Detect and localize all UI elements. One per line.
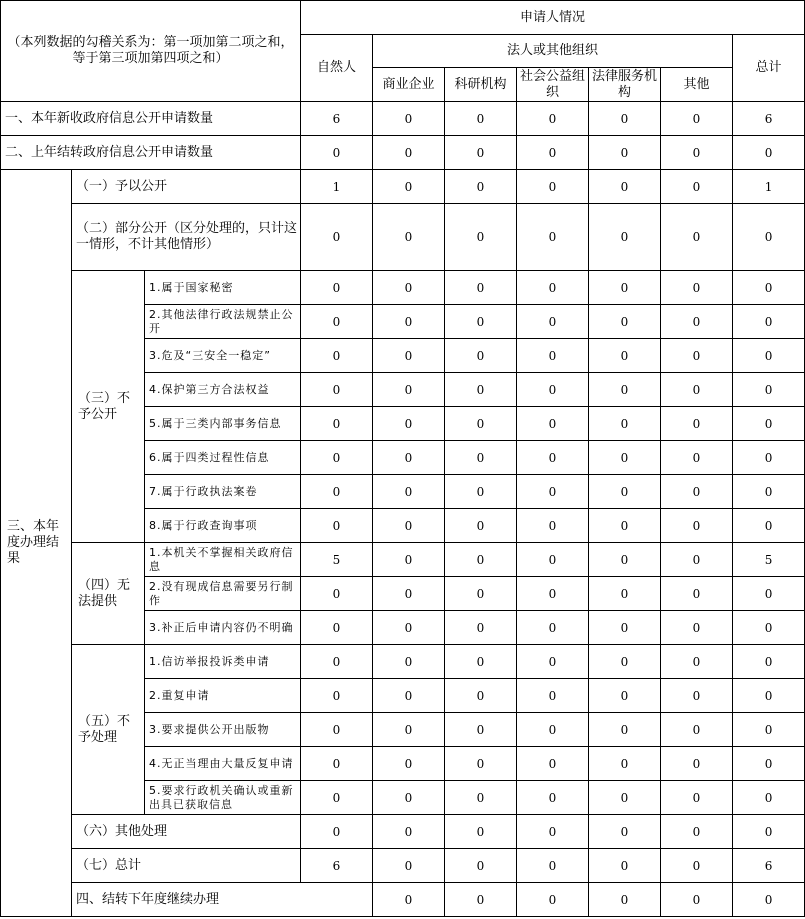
cell-value: 0 bbox=[373, 509, 445, 543]
cell-value: 6 bbox=[733, 849, 805, 883]
cell-value: 0 bbox=[517, 815, 589, 849]
row-label: （一）予以公开 bbox=[72, 170, 301, 204]
cell-value: 0 bbox=[517, 170, 589, 204]
row-label: 1.本机关不掌握相关政府信息 bbox=[145, 543, 301, 577]
cell-value: 0 bbox=[301, 475, 373, 509]
cell-value: 0 bbox=[733, 577, 805, 611]
cell-value: 0 bbox=[733, 645, 805, 679]
row-label: 2.其他法律行政法规禁止公开 bbox=[145, 305, 301, 339]
cell-value: 0 bbox=[373, 373, 445, 407]
cell-value: 0 bbox=[733, 713, 805, 747]
cell-value: 0 bbox=[517, 271, 589, 305]
cell-value: 0 bbox=[661, 713, 733, 747]
row-label: 3.要求提供公开出版物 bbox=[145, 713, 301, 747]
cell-value: 0 bbox=[301, 339, 373, 373]
section3-label: 三、本年度办理结果 bbox=[1, 170, 72, 917]
cell-value: 6 bbox=[733, 102, 805, 136]
table-row bbox=[1, 849, 805, 883]
cell-value: 0 bbox=[517, 611, 589, 645]
cell-value: 0 bbox=[589, 407, 661, 441]
cell-value: 0 bbox=[733, 781, 805, 815]
cell-value: 0 bbox=[445, 747, 517, 781]
cell-value: 0 bbox=[445, 373, 517, 407]
cell-value: 0 bbox=[589, 475, 661, 509]
cell-value: 0 bbox=[373, 441, 445, 475]
cell-value: 0 bbox=[445, 441, 517, 475]
cell-value: 0 bbox=[445, 679, 517, 713]
cell-value: 5 bbox=[733, 543, 805, 577]
row-label: 1.属于国家秘密 bbox=[145, 271, 301, 305]
cell-value: 0 bbox=[661, 373, 733, 407]
cell-value: 0 bbox=[301, 815, 373, 849]
row-label: 5.属于三类内部事务信息 bbox=[145, 407, 301, 441]
cell-value: 0 bbox=[589, 170, 661, 204]
cell-value: 0 bbox=[445, 543, 517, 577]
cell-value: 0 bbox=[589, 883, 661, 917]
row-label: 6.属于四类过程性信息 bbox=[145, 441, 301, 475]
cell-value: 0 bbox=[373, 611, 445, 645]
cell-value: 0 bbox=[445, 102, 517, 136]
cell-value: 0 bbox=[517, 305, 589, 339]
cell-value: 0 bbox=[517, 102, 589, 136]
cell-value: 0 bbox=[661, 136, 733, 170]
cell-value: 0 bbox=[301, 136, 373, 170]
table-row bbox=[1, 271, 805, 305]
cell-value: 0 bbox=[373, 475, 445, 509]
row-label: 4.无正当理由大量反复申请 bbox=[145, 747, 301, 781]
cell-value: 0 bbox=[301, 441, 373, 475]
cell-value: 0 bbox=[733, 475, 805, 509]
cell-value: 0 bbox=[661, 883, 733, 917]
cell-value: 0 bbox=[373, 407, 445, 441]
cell-value: 0 bbox=[445, 475, 517, 509]
row-label: 1.信访举报投诉类申请 bbox=[145, 645, 301, 679]
cell-value: 1 bbox=[733, 170, 805, 204]
cell-value: 0 bbox=[589, 102, 661, 136]
cell-value: 0 bbox=[517, 373, 589, 407]
cell-value: 0 bbox=[589, 577, 661, 611]
cell-value: 0 bbox=[661, 781, 733, 815]
group-label-not-disclosed: （三）不予公开 bbox=[72, 271, 145, 543]
cell-value: 0 bbox=[373, 136, 445, 170]
cell-value: 0 bbox=[661, 170, 733, 204]
cell-value: 0 bbox=[733, 373, 805, 407]
cell-value: 0 bbox=[661, 543, 733, 577]
cell-value: 0 bbox=[301, 713, 373, 747]
header-research-institution: 科研机构 bbox=[445, 68, 517, 102]
cell-value: 0 bbox=[661, 577, 733, 611]
cell-value: 0 bbox=[517, 713, 589, 747]
cell-value: 0 bbox=[589, 204, 661, 271]
cell-value: 0 bbox=[373, 305, 445, 339]
cell-value: 0 bbox=[661, 305, 733, 339]
row-label: 4.保护第三方合法权益 bbox=[145, 373, 301, 407]
cell-value: 0 bbox=[661, 679, 733, 713]
row-label: 二、上年结转政府信息公开申请数量 bbox=[1, 136, 301, 170]
header-note: （本列数据的勾稽关系为：第一项加第二项之和，等于第三项加第四项之和） bbox=[1, 1, 301, 102]
header-total: 总计 bbox=[733, 35, 805, 102]
cell-value: 0 bbox=[373, 645, 445, 679]
cell-value: 1 bbox=[301, 170, 373, 204]
cell-value: 0 bbox=[445, 305, 517, 339]
cell-value: 0 bbox=[733, 441, 805, 475]
cell-value: 6 bbox=[301, 849, 373, 883]
cell-value: 0 bbox=[517, 781, 589, 815]
cell-value: 0 bbox=[445, 713, 517, 747]
cell-value: 0 bbox=[301, 577, 373, 611]
cell-value: 0 bbox=[661, 611, 733, 645]
cell-value: 6 bbox=[301, 102, 373, 136]
cell-value: 0 bbox=[301, 271, 373, 305]
cell-value: 0 bbox=[373, 339, 445, 373]
row-label: （六）其他处理 bbox=[72, 815, 301, 849]
cell-value: 0 bbox=[589, 305, 661, 339]
cell-value: 0 bbox=[445, 781, 517, 815]
cell-value: 0 bbox=[517, 339, 589, 373]
cell-value: 0 bbox=[733, 815, 805, 849]
cell-value: 0 bbox=[589, 543, 661, 577]
header-public-welfare-org: 社会公益组织 bbox=[517, 68, 589, 102]
cell-value: 0 bbox=[517, 204, 589, 271]
header-applicant-situation: 申请人情况 bbox=[301, 1, 805, 35]
cell-value: 0 bbox=[445, 407, 517, 441]
cell-value: 0 bbox=[517, 543, 589, 577]
cell-value: 0 bbox=[517, 136, 589, 170]
row-label: 四、结转下年度继续办理 bbox=[72, 883, 373, 917]
cell-value: 0 bbox=[589, 136, 661, 170]
table-row bbox=[1, 883, 805, 917]
cell-value: 0 bbox=[589, 509, 661, 543]
cell-value: 0 bbox=[373, 170, 445, 204]
cell-value: 0 bbox=[589, 781, 661, 815]
cell-value: 0 bbox=[661, 441, 733, 475]
row-label: 3.补正后申请内容仍不明确 bbox=[145, 611, 301, 645]
cell-value: 0 bbox=[517, 441, 589, 475]
cell-value: 0 bbox=[589, 679, 661, 713]
table-row bbox=[1, 136, 805, 170]
cell-value: 0 bbox=[373, 204, 445, 271]
cell-value: 0 bbox=[733, 339, 805, 373]
header-commercial-enterprise: 商业企业 bbox=[373, 68, 445, 102]
cell-value: 0 bbox=[517, 577, 589, 611]
cell-value: 0 bbox=[373, 679, 445, 713]
cell-value: 0 bbox=[445, 339, 517, 373]
cell-value: 0 bbox=[661, 645, 733, 679]
cell-value: 0 bbox=[661, 815, 733, 849]
row-label: 7.属于行政执法案卷 bbox=[145, 475, 301, 509]
cell-value: 0 bbox=[589, 271, 661, 305]
cell-value: 0 bbox=[301, 373, 373, 407]
cell-value: 0 bbox=[517, 849, 589, 883]
cell-value: 0 bbox=[733, 204, 805, 271]
row-label: （七）总计 bbox=[72, 849, 301, 883]
cell-value: 0 bbox=[733, 747, 805, 781]
cell-value: 5 bbox=[301, 543, 373, 577]
table-row bbox=[1, 102, 805, 136]
cell-value: 0 bbox=[445, 136, 517, 170]
cell-value: 0 bbox=[589, 747, 661, 781]
cell-value: 0 bbox=[445, 645, 517, 679]
group-label-unable-to-provide: （四）无法提供 bbox=[72, 543, 145, 645]
header-legal-service-org: 法律服务机构 bbox=[589, 68, 661, 102]
cell-value: 0 bbox=[301, 305, 373, 339]
cell-value: 0 bbox=[445, 170, 517, 204]
cell-value: 0 bbox=[301, 509, 373, 543]
cell-value: 0 bbox=[733, 679, 805, 713]
cell-value: 0 bbox=[517, 645, 589, 679]
cell-value: 0 bbox=[589, 373, 661, 407]
cell-value: 0 bbox=[733, 883, 805, 917]
cell-value: 0 bbox=[301, 204, 373, 271]
cell-value: 0 bbox=[661, 102, 733, 136]
cell-value: 0 bbox=[517, 407, 589, 441]
cell-value: 0 bbox=[733, 136, 805, 170]
cell-value: 0 bbox=[373, 713, 445, 747]
cell-value: 0 bbox=[589, 849, 661, 883]
table-row bbox=[1, 645, 805, 679]
cell-value: 0 bbox=[661, 204, 733, 271]
cell-value: 0 bbox=[517, 679, 589, 713]
cell-value: 0 bbox=[301, 611, 373, 645]
cell-value: 0 bbox=[589, 815, 661, 849]
cell-value: 0 bbox=[517, 883, 589, 917]
cell-value: 0 bbox=[445, 577, 517, 611]
cell-value: 0 bbox=[445, 204, 517, 271]
cell-value: 0 bbox=[661, 849, 733, 883]
cell-value: 0 bbox=[589, 713, 661, 747]
row-label: 2.重复申请 bbox=[145, 679, 301, 713]
group-label-not-processed: （五）不予处理 bbox=[72, 645, 145, 815]
cell-value: 0 bbox=[589, 441, 661, 475]
header-other: 其他 bbox=[661, 68, 733, 102]
cell-value: 0 bbox=[373, 543, 445, 577]
cell-value: 0 bbox=[589, 339, 661, 373]
cell-value: 0 bbox=[301, 645, 373, 679]
cell-value: 0 bbox=[661, 407, 733, 441]
cell-value: 0 bbox=[373, 577, 445, 611]
cell-value: 0 bbox=[661, 271, 733, 305]
cell-value: 0 bbox=[517, 747, 589, 781]
cell-value: 0 bbox=[661, 747, 733, 781]
table-row bbox=[1, 204, 805, 271]
cell-value: 0 bbox=[589, 611, 661, 645]
cell-value: 0 bbox=[373, 271, 445, 305]
cell-value: 0 bbox=[445, 849, 517, 883]
cell-value: 0 bbox=[445, 509, 517, 543]
row-label: 3.危及“三安全一稳定” bbox=[145, 339, 301, 373]
cell-value: 0 bbox=[733, 611, 805, 645]
cell-value: 0 bbox=[301, 407, 373, 441]
cell-value: 0 bbox=[733, 407, 805, 441]
cell-value: 0 bbox=[373, 747, 445, 781]
row-label: 5.要求行政机关确认或重新出具已获取信息 bbox=[145, 781, 301, 815]
cell-value: 0 bbox=[661, 509, 733, 543]
cell-value: 0 bbox=[517, 509, 589, 543]
cell-value: 0 bbox=[373, 883, 445, 917]
header-legal-persons: 法人或其他组织 bbox=[373, 35, 733, 68]
cell-value: 0 bbox=[373, 849, 445, 883]
header-natural-person: 自然人 bbox=[301, 35, 373, 102]
cell-value: 0 bbox=[301, 679, 373, 713]
row-label: 一、本年新收政府信息公开申请数量 bbox=[1, 102, 301, 136]
cell-value: 0 bbox=[373, 102, 445, 136]
cell-value: 0 bbox=[373, 815, 445, 849]
cell-value: 0 bbox=[733, 509, 805, 543]
row-label: 2.没有现成信息需要另行制作 bbox=[145, 577, 301, 611]
cell-value: 0 bbox=[661, 339, 733, 373]
cell-value: 0 bbox=[733, 305, 805, 339]
cell-value: 0 bbox=[733, 271, 805, 305]
cell-value: 0 bbox=[445, 815, 517, 849]
row-label: （二）部分公开（区分处理的，只计这一情形，不计其他情形） bbox=[72, 204, 301, 271]
row-label: 8.属于行政查询事项 bbox=[145, 509, 301, 543]
cell-value: 0 bbox=[445, 271, 517, 305]
table-row bbox=[1, 543, 805, 577]
cell-value: 0 bbox=[661, 475, 733, 509]
cell-value: 0 bbox=[589, 645, 661, 679]
cell-value: 0 bbox=[445, 883, 517, 917]
cell-value: 0 bbox=[373, 781, 445, 815]
table-row bbox=[1, 170, 805, 204]
cell-value: 0 bbox=[445, 611, 517, 645]
table-row bbox=[1, 815, 805, 849]
cell-value: 0 bbox=[301, 781, 373, 815]
cell-value: 0 bbox=[517, 475, 589, 509]
cell-value: 0 bbox=[301, 747, 373, 781]
